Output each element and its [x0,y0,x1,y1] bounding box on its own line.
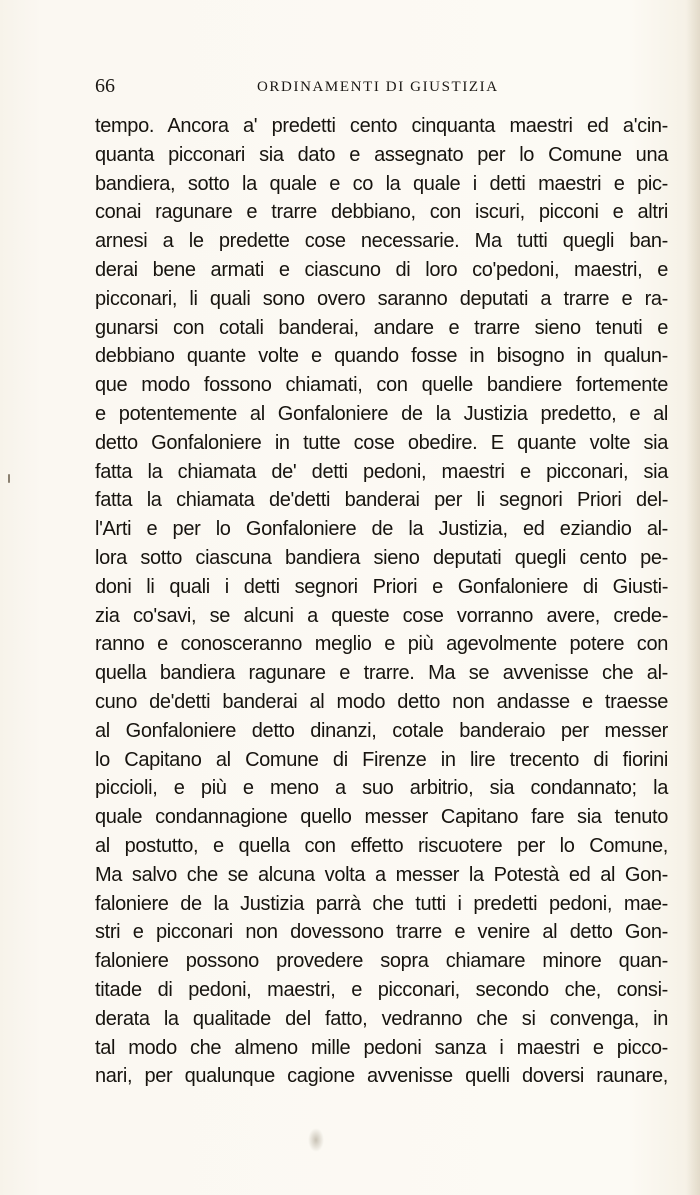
text-line: tal modo che almeno mille pedoni sanza i maestri e picco- [95,1036,668,1059]
text-line: piccioli, e più e meno a suo arbitrio, sia condannato; la [95,777,668,800]
text-line: lo Capitano al Comune di Firenze in lire trecento di fiorini [95,748,668,771]
text-line: derai bene armati e ciascuno di loro co'pedoni, maestri, e [95,258,668,281]
text-line: doni li quali i detti segnori Priori e Gonfaloniere di Giusti- [95,575,668,598]
text-line: quale condannagione quello messer Capitano fare sia tenuto [95,806,668,829]
text-line: titade di pedoni, maestri, e picconari, secondo che, consi- [95,978,668,1001]
text-line: al Gonfaloniere detto dinanzi, cotale banderaio per messer [95,719,668,742]
text-line: fatta la chiamata de'detti banderai per li segnori Priori del- [95,489,668,512]
text-line: arnesi a le predette cose necessarie. Ma tutti quegli ban- [95,230,668,253]
page-edge-shadow [686,0,700,1195]
text-line: lora sotto ciascuna bandiera sieno deputati quegli cento pe- [95,546,668,569]
text-line: cuno de'detti banderai al modo detto non andasse e traesse [95,690,668,713]
running-title: ORDINAMENTI DI GIUSTIZIA [257,79,499,95]
text-line: tempo. Ancora a' predetti cento cinquanta maestri ed a'cin- [95,115,668,137]
page-number: 66 [95,75,115,97]
text-line: debbiano quante volte e quando fosse in bisogno in qualun- [95,345,668,368]
text-line: zia co'savi, se alcuni a queste cose vorranno avere, crede- [95,604,668,627]
text-line: picconari, li quali sono overo saranno deputati a trarre e ra- [95,287,668,310]
text-line: al postutto, e quella con effetto riscuotere per lo Comune, [95,834,668,857]
text-line: fatta la chiamata de' detti pedoni, maestri e picconari, sia [95,460,668,483]
text-line: bandiera, sotto la quale e co la quale i detti maestri e pic- [95,172,668,195]
text-line: Ma salvo che se alcuna volta a messer la Potestà ed al Gon- [95,863,668,886]
text-line: derata la qualitade del fatto, vedranno che si convenga, in [95,1007,668,1030]
text-line: faloniere possono provedere sopra chiamare minore quan- [95,950,668,973]
text-line: que modo fossono chiamati, con quelle bandiere fortemente [95,374,668,397]
text-line: nari, per qualunque cagione avvenisse quelli doversi raunare, [95,1065,668,1088]
body-text [95,112,668,1091]
text-line: stri e picconari non dovessono trarre e venire al detto Gon- [95,921,668,944]
margin-speck [8,474,10,483]
text-line: ranno e conosceranno meglio e più agevolmente potere con [95,633,668,656]
ink-smudge [308,1128,324,1152]
text-line: faloniere de la Justizia parrà che tutti i predetti pedoni, mae- [95,892,668,915]
text-line: quanta picconari sia dato e assegnato per lo Comune una [95,143,668,166]
text-line: conai ragunare e trarre debbiano, con iscuri, picconi e altri [95,201,668,224]
page-header [95,74,670,102]
text-line: e potentemente al Gonfaloniere de la Justizia predetto, e al [95,402,668,425]
text-line: gunarsi con cotali banderai, andare e trarre sieno tenuti e [95,316,668,339]
text-line: l'Arti e per lo Gonfaloniere de la Justizia, ed eziandio al- [95,518,668,541]
text-line: quella bandiera ragunare e trarre. Ma se avvenisse che al- [95,662,668,685]
text-line: detto Gonfaloniere in tutte cose obedire. E quante volte sia [95,431,668,454]
